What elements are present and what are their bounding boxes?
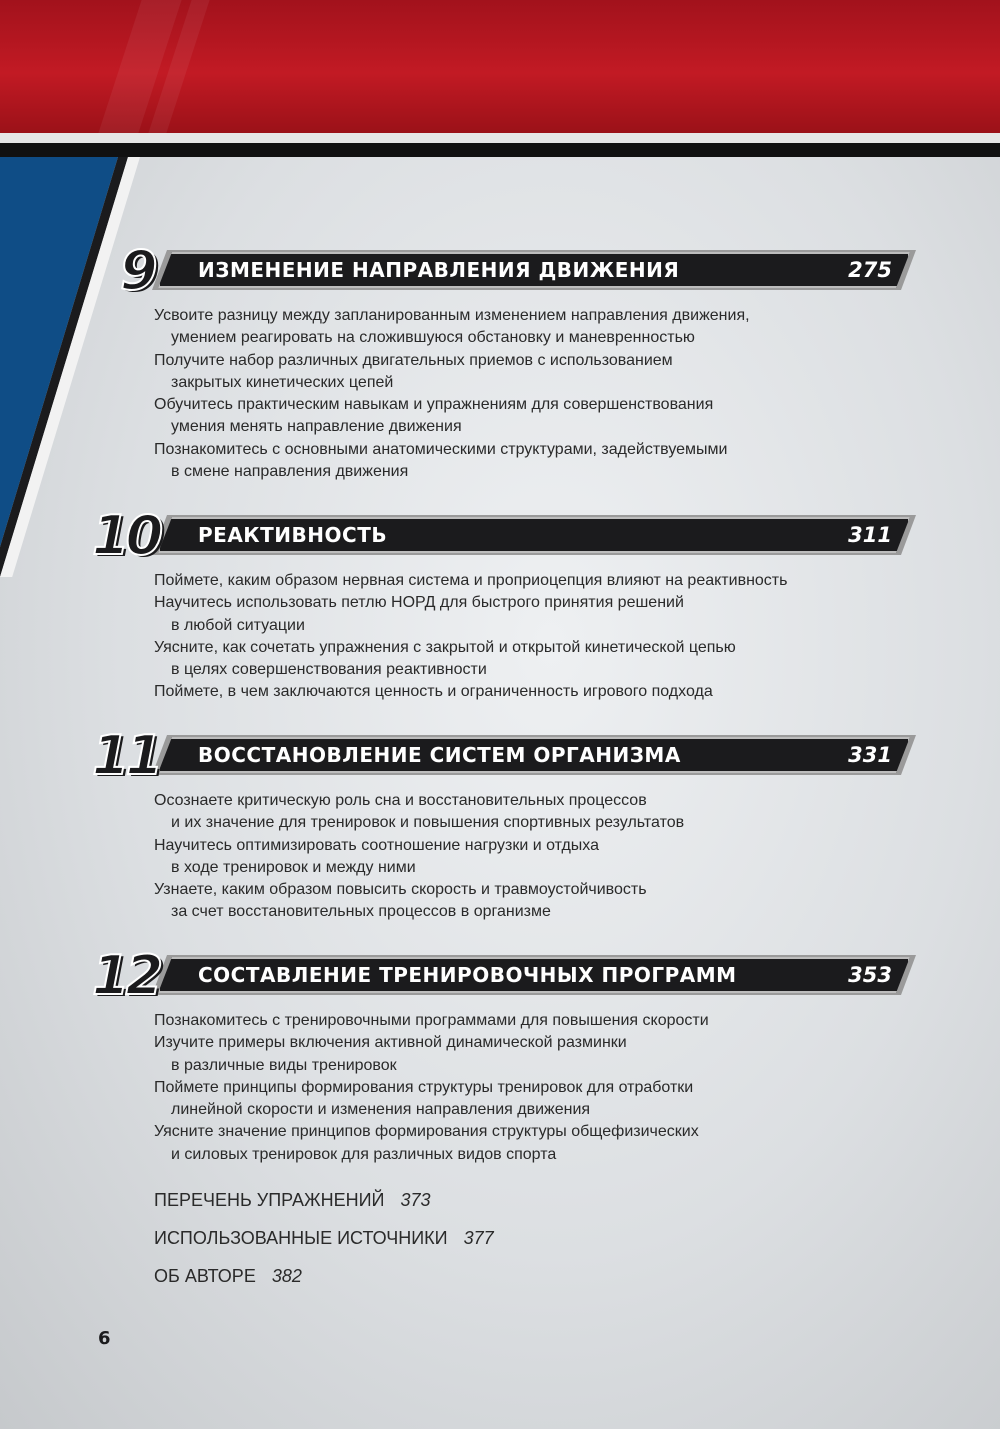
- chapter-title[interactable]: РЕАКТИВНОСТЬ: [198, 523, 388, 547]
- objective-line: Познакомитесь с тренировочными программами для повышения скорости: [154, 1012, 709, 1029]
- header-red-band: [0, 0, 1000, 133]
- chapter-objectives: [154, 305, 854, 483]
- objective-line: Поймете, каким образом нервная система и проприоцепция влияют на реактивность: [154, 572, 788, 589]
- back-matter-label: ОБ АВТОРЕ: [154, 1266, 256, 1286]
- chapter-title[interactable]: ВОССТАНОВЛЕНИЕ СИСТЕМ ОРГАНИЗМА: [198, 743, 681, 767]
- objective-item: [154, 790, 854, 835]
- objective-item: [154, 305, 854, 350]
- objective-item: [154, 835, 854, 880]
- objective-line: Усвоите разницу между запланированным изменением направления движения,: [154, 307, 750, 324]
- objective-continuation: в любой ситуации: [171, 616, 305, 634]
- objective-line: Обучитесь практическим навыкам и упражнениям для совершенствования: [154, 396, 714, 414]
- objective-item: [154, 439, 854, 484]
- objective-continuation: в ходе тренировок и между ними: [171, 858, 416, 876]
- objective-line: Поймете принципы формирования структуры тренировок для отработки: [154, 1078, 694, 1096]
- header-separator-dark: [0, 143, 1000, 157]
- chapter-title[interactable]: СОСТАВЛЕНИЕ ТРЕНИРОВОЧНЫХ ПРОГРАММ: [198, 963, 737, 987]
- chapter-number: 11: [92, 724, 160, 787]
- chapter-page-number[interactable]: 311: [848, 523, 892, 547]
- objective-continuation: линейной скорости и изменения направления движения: [171, 1101, 591, 1119]
- objective-continuation: в различные виды тренировок: [171, 1056, 397, 1074]
- objective-item: [154, 681, 854, 703]
- header-separator-light: [0, 133, 1000, 143]
- back-matter-label: ПЕРЕЧЕНЬ УПРАЖНЕНИЙ: [154, 1190, 385, 1210]
- objective-line: Изучите примеры включения активной динамической разминки: [154, 1034, 627, 1052]
- back-matter-page: 377: [463, 1228, 494, 1248]
- back-matter-entry[interactable]: [154, 1190, 431, 1211]
- page-number: 6: [98, 1328, 111, 1349]
- objective-continuation: в целях совершенствования реактивности: [171, 661, 487, 679]
- objective-continuation: закрытых кинетических цепей: [171, 373, 394, 391]
- objective-line: Научитесь оптимизировать соотношение нагрузки и отдыха: [154, 836, 600, 854]
- objective-item: [154, 570, 854, 592]
- objective-item: [154, 637, 854, 682]
- objective-line: Получите набор различных двигательных приемов с использованием: [154, 351, 673, 369]
- back-matter-page: 373: [400, 1190, 431, 1210]
- back-matter-entry[interactable]: [154, 1266, 302, 1287]
- objective-item: [154, 879, 854, 924]
- objective-line: Научитесь использовать петлю НОРД для быстрого принятия решений: [154, 594, 684, 612]
- objective-continuation: за счет восстановительных процессов в организме: [171, 903, 551, 921]
- back-matter-entry[interactable]: [154, 1228, 494, 1249]
- objective-item: [154, 1010, 854, 1032]
- chapter-objectives: [154, 1010, 854, 1166]
- chapter-title[interactable]: ИЗМЕНЕНИЕ НАПРАВЛЕНИЯ ДВИЖЕНИЯ: [198, 258, 680, 282]
- objective-item: [154, 1121, 854, 1166]
- objective-line: Узнаете, каким образом повысить скорость и травмоустойчивость: [154, 881, 647, 899]
- objective-item: [154, 394, 854, 439]
- chapter-objectives: [154, 790, 854, 924]
- objective-item: [154, 1077, 854, 1122]
- chapter-page-number[interactable]: 275: [848, 258, 892, 282]
- back-matter-page: 382: [271, 1266, 302, 1286]
- chapter-page-number[interactable]: 353: [848, 963, 892, 987]
- objective-item: [154, 1032, 854, 1077]
- chapter-number: 10: [92, 504, 160, 567]
- objective-line: Познакомитесь с основными анатомическими структурами, задействуемыми: [154, 440, 728, 458]
- objective-continuation: в смене направления движения: [171, 463, 409, 481]
- objective-continuation: умения менять направление движения: [171, 418, 462, 436]
- objective-item: [154, 350, 854, 395]
- objective-continuation: и их значение для тренировок и повышения спортивных результатов: [171, 814, 685, 832]
- objective-line: Поймете, в чем заключаются ценность и ограниченность игрового подхода: [154, 683, 713, 701]
- chapter-objectives: [154, 570, 854, 704]
- objective-line: Осознаете критическую роль сна и восстановительных процессов: [154, 792, 647, 809]
- chapter-number: 9: [120, 239, 154, 302]
- objective-continuation: умением реагировать на сложившуюся обстановку и маневренностью: [171, 329, 695, 347]
- objective-line: Уясните, как сочетать упражнения с закрытой и открытой кинетической цепью: [154, 638, 736, 656]
- chapter-number: 12: [92, 944, 160, 1007]
- chapter-page-number[interactable]: 331: [848, 743, 892, 767]
- objective-line: Уясните значение принципов формирования структуры общефизических: [154, 1123, 699, 1141]
- objective-item: [154, 592, 854, 637]
- objective-continuation: и силовых тренировок для различных видов спорта: [171, 1145, 557, 1163]
- back-matter-label: ИСПОЛЬЗОВАННЫЕ ИСТОЧНИКИ: [154, 1228, 448, 1248]
